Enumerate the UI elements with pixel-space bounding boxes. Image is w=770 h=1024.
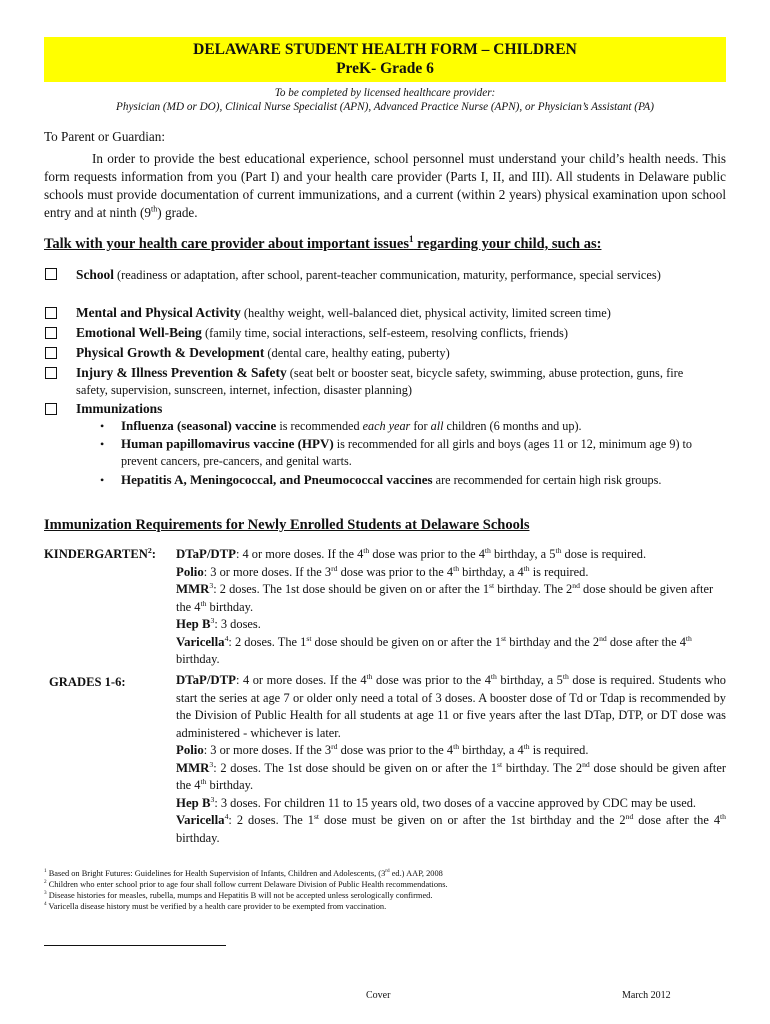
issue-immunizations: Immunizations bbox=[76, 401, 163, 416]
issue-school: School (readiness or adaptation, after school, parent-teacher communication, maturity, performance, special services) bbox=[76, 267, 661, 282]
g-mmr: MMR$^3$: 2 doses. The 1st dose should be given on or after the 1st birthday. The 2nd dose should be given after the 4th birthday. bbox=[176, 759, 726, 792]
footnote-divider bbox=[44, 945, 226, 946]
bullet-icon: • bbox=[100, 473, 105, 487]
safety-checkbox[interactable] bbox=[45, 367, 57, 379]
provider-types: Physician (MD or DO), Clinical Nurse Specialist (APN), Advanced Practice Nurse (APN), or Physician’s Assistant (PA) bbox=[116, 101, 654, 113]
growth-checkbox[interactable] bbox=[45, 347, 57, 359]
k-polio: Polio: 3 or more doses. If the 3rd dose was prior to the 4th birthday, a 4th is required. bbox=[176, 563, 589, 579]
issues-heading: Talk with your health care provider about important issues$^1$ regarding your child, such as: bbox=[44, 234, 602, 252]
grades-label: GRADES 1-6: bbox=[49, 675, 126, 689]
g-hepb: Hep $B^3$: 3 doses. For children 11 to 15 years old, two doses of a vaccine approved by CDC may be used. bbox=[176, 794, 696, 810]
form-grade-range: PreK- Grade 6 bbox=[336, 60, 434, 77]
footnote: $^3$ Disease histories for measles, rubella, mumps and Hepatitis B will not be accepted unless serologically confirmed. bbox=[44, 890, 433, 900]
vaccine-hpv: Human papillomavirus vaccine (HPV) is recommended for all girls and boys (ages 11 or 12, minimum age 9) to prevent cancers, pre-cancers, and genital warts. bbox=[121, 436, 693, 468]
k-dtap: DTaP/DTP: 4 or more doses. If the 4th dose was prior to the 4th birthday, a 5th dose is required. bbox=[176, 545, 647, 561]
form-title-banner bbox=[44, 37, 726, 82]
issue-activity: Mental and Physical Activity (healthy weight, well-balanced diet, physical activity, limited screen time) bbox=[76, 305, 611, 320]
g-dtap: DTaP/DTP: 4 or more doses. If the 4th dose was prior to the 4th birthday, a 5th dose is required. Students who start the series at age 7 or older only need a total of 3 doses. A booster dose of Td or Tdap is recommended by the Division of Public Health for all students at age 11 or five years after the last DTap, DTP, or DT dose was administered - whichever is later. bbox=[176, 671, 727, 740]
bullet-icon: • bbox=[100, 419, 105, 433]
form-title: DELAWARE STUDENT HEALTH FORM – CHILDREN bbox=[193, 41, 577, 58]
kindergarten-requirements bbox=[176, 546, 726, 669]
k-hepb: Hep $B^3$: 3 doses. bbox=[176, 615, 261, 631]
k-mmr: MMR$^3$: 2 doses. The 1st dose should be given on or after the 1st birthday. The 2nd dose should be given after the 4th birthday. bbox=[176, 580, 714, 614]
bullet-icon: • bbox=[100, 437, 105, 451]
salutation: To Parent or Guardian: bbox=[44, 129, 166, 144]
g-polio: Polio: 3 or more doses. If the 3rd dose was prior to the 4th birthday, a 4th is required. bbox=[176, 741, 589, 757]
provider-requirement: To be completed by licensed healthcare provider: bbox=[274, 87, 496, 99]
footnote: $^4$ Varicella disease history must be verified by a health care provider to be exempted from vaccination. bbox=[44, 901, 387, 911]
issue-safety: Injury & Illness Prevention & Safety (seat belt or booster seat, bicycle safety, swimming, abuse protection, guns, fire safety, supervision, sunscreen, internet, infection, disaster planning) bbox=[76, 365, 684, 397]
wellbeing-checkbox[interactable] bbox=[45, 327, 57, 339]
requirements-heading: Immunization Requirements for Newly Enrolled Students at Delaware Schools bbox=[44, 517, 530, 533]
footnote: $^1$ Based on Bright Futures: Guidelines for Health Supervision of Infants, Children and Adolescents, (3rd ed.) AAP, 2008 bbox=[44, 868, 443, 878]
intro-paragraph: In order to provide the best educational experience, school personnel must understand your child’s health needs. This form requests information from you (Part I) and your health care provider (Parts I, II, and III). All students in Delaware public schools must provide documentation of current immunizations, and a current (within 2 years) physical examination upon school entry and at ninth (9th) grade. bbox=[44, 151, 726, 220]
footnote: $^2$ Children who enter school prior to age four shall follow current Delaware Division of Public Health recommendations. bbox=[44, 879, 448, 889]
footer-date: March 2012 bbox=[622, 990, 671, 1001]
grades-requirements bbox=[176, 672, 726, 847]
issue-wellbeing: Emotional Well-Being (family time, social interactions, self-esteem, resolving conflicts, friends) bbox=[76, 325, 568, 340]
immunizations-checkbox[interactable] bbox=[45, 403, 57, 415]
g-varicella: Varicella$^4$: 2 doses. The 1st dose must be given on or after the 1st birthday and the 2nd dose after the 4th birthday. bbox=[176, 811, 726, 845]
k-varicella: Varicella$^4$: 2 doses. The 1st dose should be given on or after the 1st birthday and the 2nd dose after the 4th birthday. bbox=[176, 633, 692, 666]
activity-checkbox[interactable] bbox=[45, 307, 57, 319]
issue-growth: Physical Growth & Development (dental care, healthy eating, puberty) bbox=[76, 345, 450, 360]
footer-page-label: Cover bbox=[366, 990, 391, 1001]
kindergarten-label: KINDERGARTEN$^2$: bbox=[44, 545, 156, 561]
vaccine-hepatitis: Hepatitis A, Meningococcal, and Pneumococcal vaccines are recommended for certain high risk groups. bbox=[121, 472, 662, 487]
school-checkbox[interactable] bbox=[45, 268, 57, 280]
vaccine-flu: Influenza (seasonal) vaccine is recommended each year for all children (6 months and up). bbox=[121, 418, 582, 433]
